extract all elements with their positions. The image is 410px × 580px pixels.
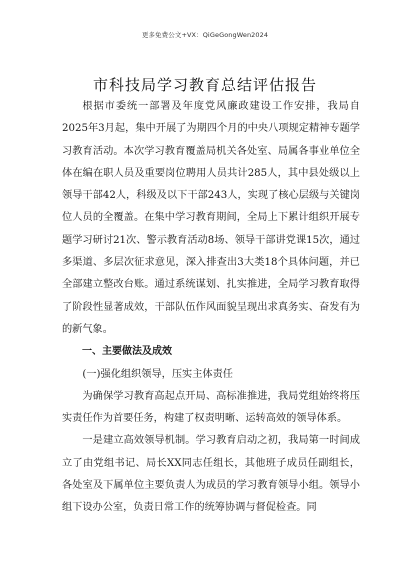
section-heading: 一、主要做法及成效 xyxy=(82,346,172,358)
header-note: 更多免费公文+VX：QiGeGongWen2024 xyxy=(141,31,269,39)
document-body xyxy=(62,96,360,520)
body-paragraph: 为确保学习教育高起点开局、高标准推进，我局党组始终将压实责任作为首要任务，构建了权责明晰、运转高效的领导体系。 xyxy=(62,390,360,425)
intro-paragraph: 根据市委统一部署及年度党风廉政建设工作安排，我局自2025年3月起，集中开展了为期四个月的中央八项规定精神专题学习教育活动。本次学习教育覆盖局机关各处室、局属各事业单位全体在编在职人员及重要岗位聘用人员共计285人，其中县处级以上领导干部42人，科级及以下干部243人，实现了核心层级与关键岗位人员的全覆盖。在集中学习教育期间，全局上下累计组织开展专题学习研讨21次、警示教育活动8场、领导干部讲党课15次，通过多渠道、多层次征求意见，深入排查出3大类18个具体问题，并已全部建立整改台账。通过系统谋划、扎实推进，全局学习教育取得了阶段性显著成效，干部队伍作风面貌呈现出求真务实、奋发有为的新气象。 xyxy=(62,101,360,335)
body-paragraph: 一是建立高效领导机制。学习教育启动之初，我局第一时间成立了由党组书记、局长XX同志任组长，其他班子成员任副组长，各处室及下属单位主要负责人为成员的学习教育领导小组。领导小组下设办公室，负责日常工作的统筹协调与督促检查。同 xyxy=(62,435,360,514)
page-title: 市科技局学习教育总结评估报告 xyxy=(92,76,317,94)
subsection-heading: (一)强化组织领导，压实主体责任 xyxy=(82,368,233,380)
